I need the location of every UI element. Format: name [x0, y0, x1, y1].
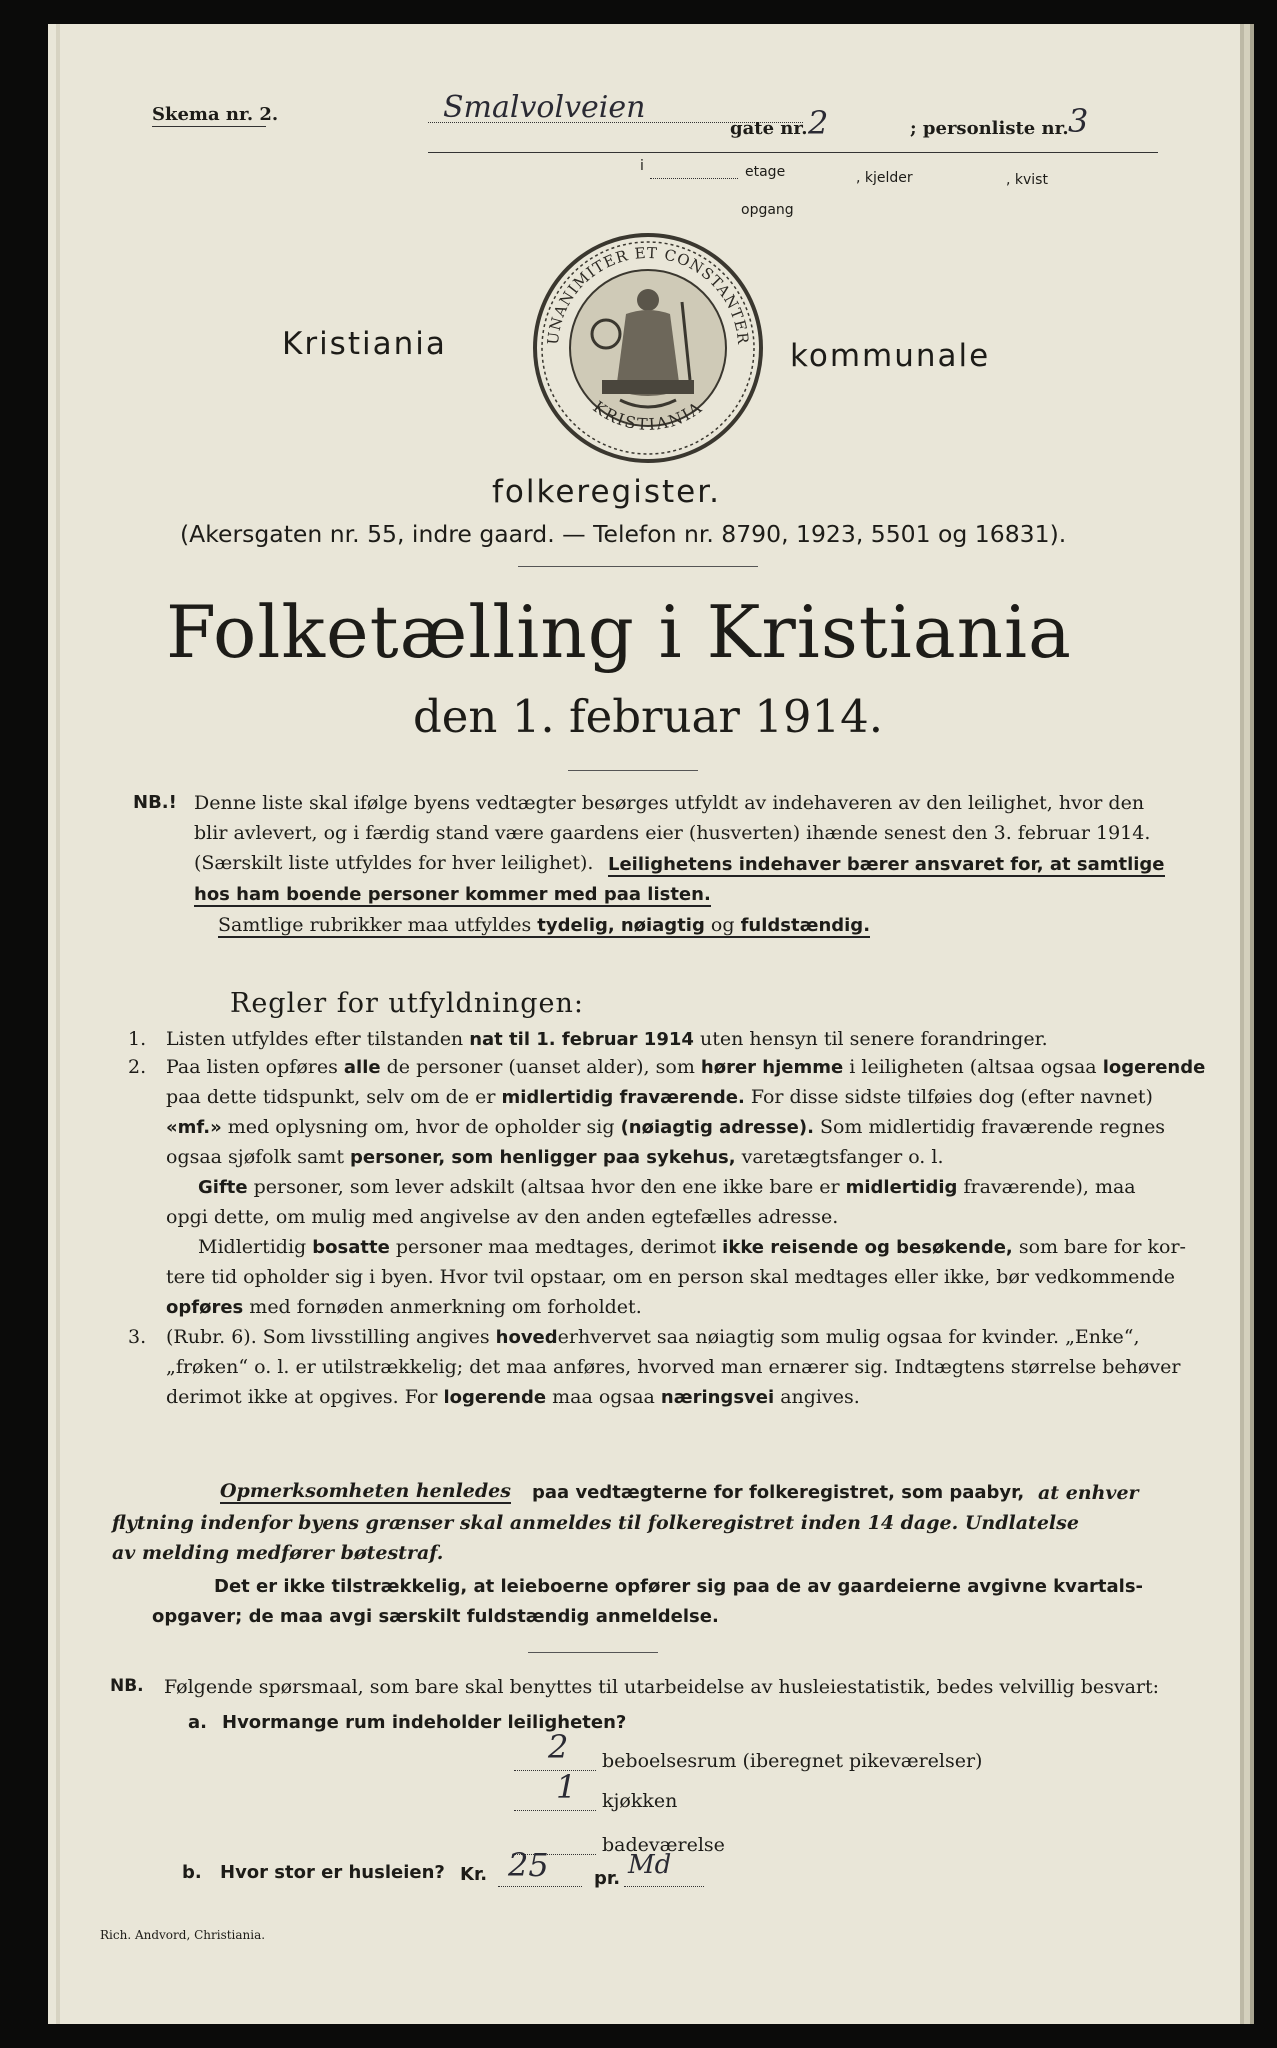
address-divider [518, 566, 758, 567]
kitchen-value: 1 [556, 1768, 577, 1806]
question-a-label: a. [188, 1712, 207, 1733]
kitchen-field[interactable] [514, 1810, 596, 1811]
census-form-sheet [48, 24, 1244, 2024]
notice-lead: Opmerksomheten henledes [220, 1480, 511, 1502]
kommunale-label: kommunale [790, 338, 991, 374]
notice-line3: av melding medfører bøtestraf. [112, 1542, 444, 1564]
header-rule [428, 152, 1158, 153]
etage-field[interactable] [650, 178, 738, 179]
notice-line1: paa vedtægterne for folkeregistret, som paabyr, [532, 1482, 1025, 1503]
kvist-label: , kvist [1006, 172, 1048, 188]
i-label: i [640, 158, 644, 174]
notice-line5: opgaver; de maa avgi særskilt fuldstændig anmeldelse. [152, 1606, 719, 1627]
gate-label: gate nr. [730, 118, 808, 139]
rooms-field[interactable] [514, 1770, 596, 1771]
address-line: (Akersgaten nr. 55, indre gaard. — Telefon nr. 8790, 1923, 5501 og 16831). [180, 520, 1067, 548]
rule2-line7: Midlertidig bosatte personer maa medtages, derimot ikke reisende og besøkende, som bare for kor- [198, 1236, 1186, 1258]
rule2-line6: opgi dette, om mulig med angivelse av den anden egtefælles adresse. [166, 1206, 839, 1228]
notice-line4: Det er ikke tilstrækkelig, at leieboerne opfører sig paa de av gaardeierne avgivne kvartals- [214, 1576, 1144, 1597]
nb1-line5a: Samtlige rubrikker maa utfyldes [218, 914, 532, 936]
nb1-line4: hos ham boende personer kommer med paa listen. [194, 884, 711, 905]
notice-line1-end: at enhver [1038, 1482, 1139, 1504]
nb1-line5d: og [710, 914, 735, 936]
opgang-label: opgang [741, 202, 794, 218]
bathroom-label: badeværelse [602, 1834, 725, 1856]
kristiania-label: Kristiania [282, 326, 447, 362]
rule3-number: 3. [128, 1326, 147, 1348]
nb1-line5e: fuldstændig. [740, 915, 871, 936]
rule2-number: 2. [128, 1056, 147, 1078]
nb1-line5 [218, 914, 870, 938]
skema-label: Skema nr. 2. [152, 104, 279, 125]
rule2-line9: opføres med fornøden anmerkning om forholdet. [166, 1296, 642, 1318]
nb1-line3b: Leilighetens indehaver bærer ansvaret for, at samtlige [608, 854, 1165, 875]
nb1-line5b: tydelig, [537, 915, 615, 936]
nb2-intro: Følgende spørsmaal, som bare skal benyttes til utarbeidelse av husleiestatistik, bedes velvillig besvart: [164, 1676, 1160, 1698]
printer-imprint: Rich. Andvord, Christiania. [100, 1928, 266, 1942]
rule1-line: Listen utfyldes efter tilstanden nat til 1. februar 1914 uten hensyn til senere forandringer. [166, 1028, 1048, 1050]
seal-ring-bottom-text: KRISTIANIA [589, 397, 707, 434]
rules-heading: Regler for utfyldningen: [230, 988, 584, 1019]
rent-value: 25 [508, 1846, 549, 1884]
rule3-line1: (Rubr. 6). Som livsstilling angives hovederhvervet saa nøiagtig som mulig ogsaa for kvinder. „Enke“, [166, 1326, 1140, 1348]
notice-divider [528, 1652, 658, 1653]
question-a: Hvormange rum indeholder leiligheten? [222, 1712, 627, 1733]
rule2-line5: Gifte personer, som lever adskilt (altsaa hvor den ene ikke bare er midlertidig fraværende), maa [198, 1176, 1136, 1198]
notice-line2: flytning indenfor byens grænser skal anmeldes til folkeregistret inden 14 dage. Undlatelse [112, 1512, 1079, 1534]
kitchen-label: kjøkken [602, 1790, 678, 1812]
skema-underline [152, 126, 266, 127]
rule2-line4: ogsaa sjøfolk samt personer, som henligger paa sykehus, varetægtsfanger o. l. [166, 1146, 944, 1168]
nb1-line1: Denne liste skal ifølge byens vedtægter besørges utfyldt av indehaveren av den leilighet, hvor den [194, 792, 1145, 814]
main-title: Folketælling i Kristiania [166, 590, 1072, 674]
rent-field[interactable] [498, 1886, 582, 1887]
nb2-label: NB. [110, 1676, 144, 1696]
personliste-label: ; personliste nr. [910, 118, 1069, 139]
nb1-label: NB.! [133, 792, 177, 813]
kjelder-label: , kjelder [856, 170, 913, 186]
pr-field[interactable] [624, 1886, 704, 1887]
folkeregister-label: folkeregister. [492, 474, 721, 510]
nb1-line2: blir avlevert, og i færdig stand være gaardens eier (husverten) ihænde senest den 3. februar 1914. [194, 822, 1151, 844]
question-b-label: b. [182, 1862, 202, 1883]
pr-label: pr. [594, 1868, 621, 1889]
date-divider [568, 770, 698, 771]
census-date: den 1. februar 1914. [413, 690, 884, 743]
seal-ring-top-text: UNANIMITER ET CONSTANTER [543, 243, 753, 346]
rule2-line3: «mf.» med oplysning om, hvor de opholder sig (nøiagtig adresse). Som midlertidig fraværende regnes [166, 1116, 1166, 1138]
rule3-line2: „frøken“ o. l. er utilstrækkelig; det maa anføres, hvorved man ernærer sig. Indtægtens størrelse behøver [166, 1356, 1181, 1378]
rule3-line3: derimot ikke at opgives. For logerende maa ogsaa næringsvei angives. [166, 1386, 860, 1408]
rule2-line1: Paa listen opføres alle de personer (uanset alder), som hører hjemme i leiligheten (altsaa ogsaa logerende [166, 1056, 1206, 1078]
rule2-line2: paa dette tidspunkt, selv om de er midlertidig fraværende. For disse sidste tilføies dog (efter navnet) [166, 1086, 1153, 1108]
rooms-value: 2 [548, 1728, 569, 1766]
gate-handwritten: 2 [808, 104, 829, 142]
kristiania-seal [530, 230, 766, 466]
rule1-number: 1. [128, 1028, 147, 1050]
question-b: Hvor stor er husleien? [220, 1862, 445, 1883]
rooms-label: beboelsesrum (iberegnet pikeværelser) [602, 1750, 983, 1772]
pr-value: Md [628, 1850, 672, 1880]
nb1-line3a: (Særskilt liste utfyldes for hver leilighet). [194, 852, 594, 874]
street-handwritten: Smalvolveien [443, 90, 646, 125]
kr-label: Kr. [460, 1864, 488, 1885]
rule2-line8: tere tid opholder sig i byen. Hvor tvil opstaar, om en person skal medtages eller ikke, bør vedkommende [166, 1266, 1175, 1288]
personliste-handwritten: 3 [1068, 102, 1089, 140]
etage-label: etage [745, 164, 786, 180]
nb1-line5c: nøiagtig [620, 915, 705, 936]
